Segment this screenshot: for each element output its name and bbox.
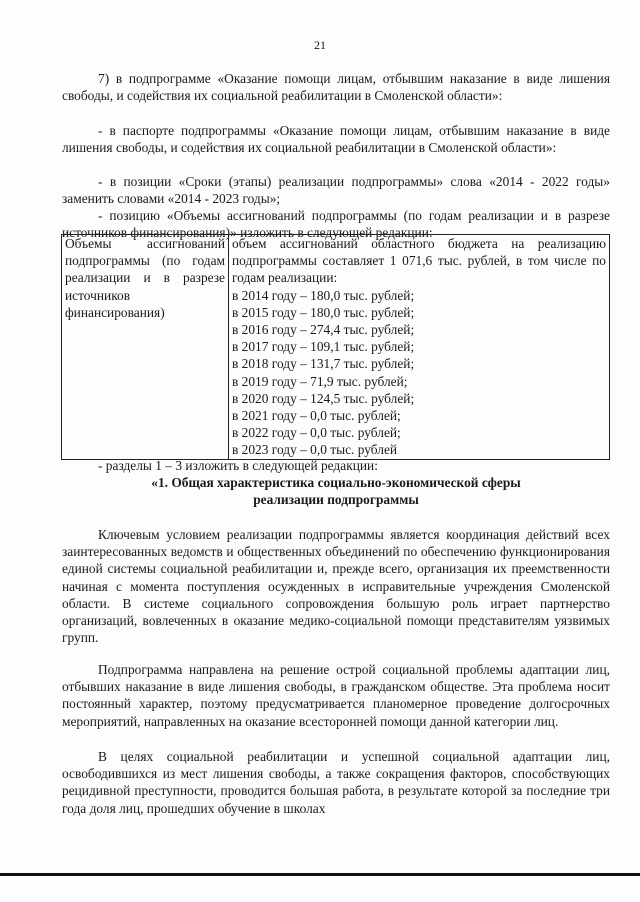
- funding-year-row: в 2021 году – 0,0 тыс. рублей;: [232, 408, 401, 424]
- funding-year-row: в 2015 году – 180,0 тыс. рублей;: [232, 304, 415, 320]
- funding-year-row: в 2016 году – 274,4 тыс. рублей;: [232, 322, 415, 338]
- item-7-paragraph: 7) в подпрограмме «Оказание помощи лицам, отбывшим наказание в виде лишения свободы, и содействия их социальной реабилитации в Смоленской области»:: [62, 71, 610, 104]
- funding-year-row: в 2019 году – 71,9 тыс. рублей;: [232, 373, 408, 389]
- sections-intro: - разделы 1 – 3 изложить в следующей редакции:: [98, 458, 378, 473]
- funding-year-row: в 2017 году – 109,1 тыс. рублей;: [232, 339, 415, 355]
- page-bottom-rule: [0, 873, 640, 876]
- body-paragraph-2: Подпрограмма направлена на решение острой социальной проблемы адаптации лиц, отбывших наказание в виде лишения свободы, в гражданском обществе. Эта проблема носит постоянный характер, поэтому предусматривается планомерное проведение долгосрочных мероприятий, направленных на оказание всесторонней помощи данной категории лиц.: [62, 662, 610, 729]
- section-heading-line-1: «1. Общая характеристика социально-экономической сферы: [151, 475, 521, 490]
- funding-table: [61, 234, 610, 460]
- funding-table-values: [229, 235, 610, 460]
- page-number: 21: [314, 38, 326, 52]
- funding-total: объем ассигнований областного бюджета на реализацию подпрограммы составляет 1 071,6 тыс. рублей, в том числе по годам реализации:: [232, 236, 606, 286]
- body-paragraph-1: Ключевым условием реализации подпрограммы является координация действий всех заинтересованных ведомств и общественных объединений по обеспечению функционирования единой системы социальной реабилитации и, прежде всего, организация их преемственности начиная с момента поступления осужденных в исправительные учреждения Смоленской области. В системе социального сопровождения большую роль играет партнерство организаций, вовлеченных в оказание медико-социальной помощи представителям уязвимых групп.: [62, 527, 610, 646]
- funding-year-row: в 2022 году – 0,0 тыс. рублей;: [232, 425, 401, 441]
- funding-year-row: в 2014 году – 180,0 тыс. рублей;: [232, 287, 415, 303]
- passport-paragraph: - в паспорте подпрограммы «Оказание помощи лицам, отбывшим наказание в виде лишения свободы, и содействия их социальной реабилитации в Смоленской области»:: [62, 123, 610, 156]
- funding-year-row: в 2018 году – 131,7 тыс. рублей;: [232, 356, 415, 372]
- funding-year-row: в 2023 году – 0,0 тыс. рублей: [232, 442, 398, 458]
- funding-intro-paragraph: - позицию «Объемы ассигнований подпрограммы (по годам реализации и в разрезе источников финансирования)» изложить в следующей редакции:: [62, 208, 610, 241]
- funding-year-row: в 2020 году – 124,5 тыс. рублей;: [232, 390, 415, 406]
- funding-table-label: Объемы ассигнований подпрограммы (по годам реализации и в разрезе источников финансирования): [62, 235, 229, 460]
- section-heading-line-2: реализации подпрограммы: [253, 492, 419, 507]
- terms-paragraph: - в позиции «Сроки (этапы) реализации подпрограммы» слова «2014 - 2022 годы» заменить словами «2014 - 2023 годы»;: [62, 174, 610, 207]
- body-paragraph-3: В целях социальной реабилитации и успешной социальной адаптации лиц, освободившихся из мест лишения свободы, а также сокращения факторов, способствующих рецидивной преступности, проводится большая работа, в результате которой за последние три года доля лиц, прошедших обучение в школах: [62, 749, 610, 816]
